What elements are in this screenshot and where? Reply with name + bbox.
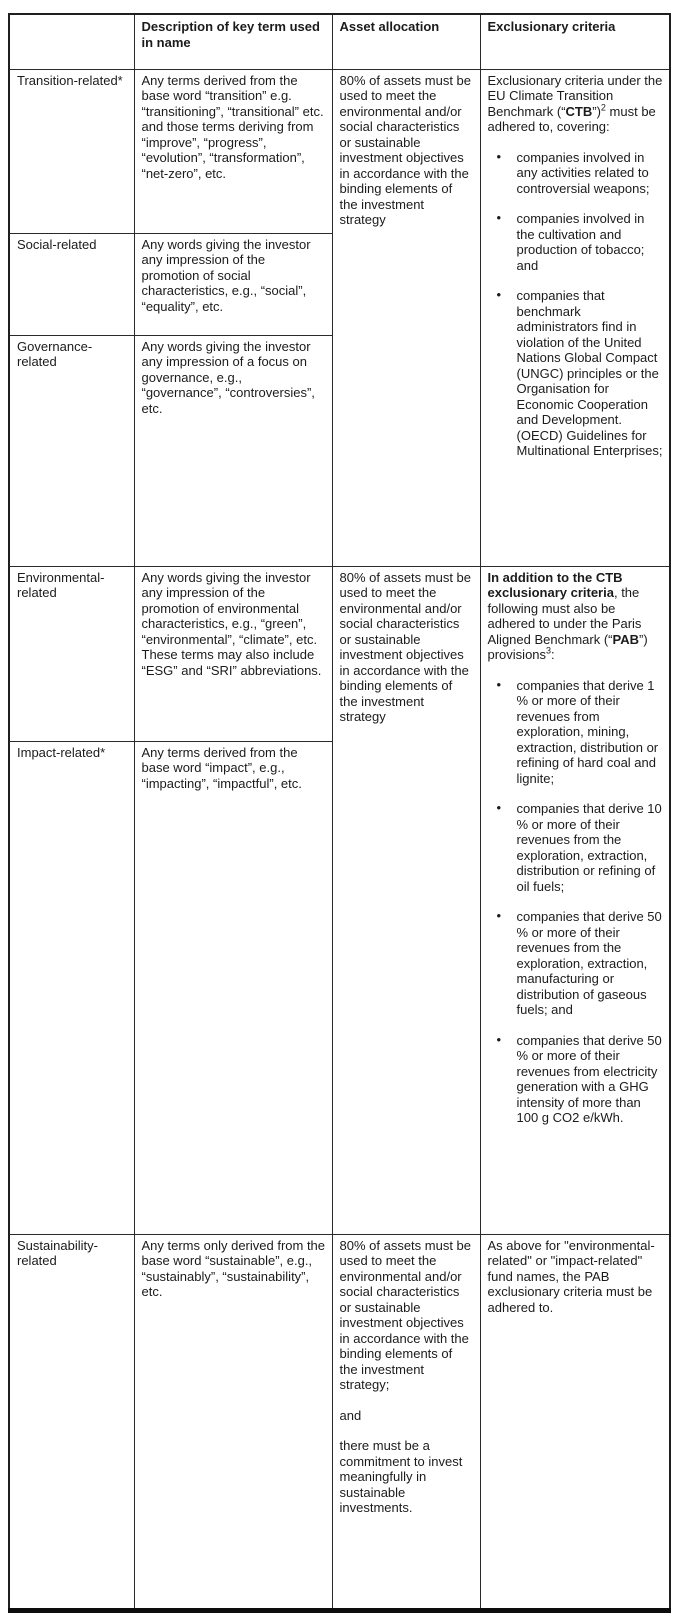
ctb-bullet-list <box>488 150 664 459</box>
bullet-text: companies involved in any activities related to controversial weapons; <box>516 149 650 196</box>
bullet-icon: • <box>496 1031 502 1047</box>
description-cell-environmental: Any words giving the investor any impression of the promotion of environmental characteristics, e.g., “green”, “environmental”, “climate”, etc. These terms may also include “ESG” and “SRI” abbreviations. <box>134 566 332 741</box>
row-label-governance: Governance-related <box>9 335 134 566</box>
asset-allocation-paragraph: there must be a commitment to invest meaningfully in sustainable investments. <box>339 1438 463 1515</box>
bullet-icon: • <box>496 676 502 692</box>
asset-allocation-paragraph: and <box>339 1407 362 1423</box>
row-transition-related <box>9 69 670 233</box>
exclusionary-cell-block1 <box>480 69 670 566</box>
row-environmental-related <box>9 566 670 741</box>
bullet-text: companies that derive 50 % or more of their revenues from the exploration, extraction, manufacturing or distribution of gaseous fuels; and <box>516 909 662 1017</box>
exclusionary-cell-block3: As above for "environmental-related" or "impact-related" fund names, the PAB exclusionary criteria must be adhered to. <box>480 1234 670 1610</box>
description-cell-governance: Any words giving the investor any impression of a focus on governance, e.g., “governance”, “controversies”, etc. <box>134 335 332 566</box>
bullet-text: companies that derive 1 % or more of their revenues from exploration, mining, extraction, distribution or refining of hard coal and lignite; <box>516 677 659 786</box>
pab-bullet-list <box>488 678 664 1126</box>
row-label-social: Social-related <box>9 233 134 335</box>
exclusionary-cell-block2 <box>480 566 670 1234</box>
bullet-text: companies that derive 50 % or more of their revenues from electricity generation with a GHG intensity of more than 100 g CO2 e/kWh. <box>516 1032 662 1125</box>
list-item <box>488 801 664 894</box>
exclusionary-intro-ctb: Exclusionary criteria under the EU Climate Transition Benchmark (“CTB”)$^2$ must be adhered to, covering: <box>487 72 663 134</box>
description-cell-transition: Any terms derived from the base word “transition” e.g. “transitioning”, “transitional” etc. and those terms deriving from “improve”, “progress”, “evolution”, “transformation”, “net-zero”, etc. <box>134 69 332 233</box>
bullet-icon: • <box>496 908 502 923</box>
header-row <box>9 14 670 69</box>
header-exclusionary: Exclusionary criteria <box>480 14 670 69</box>
list-item <box>488 1033 664 1126</box>
asset-allocation-cell-block2: 80% of assets must be used to meet the environmental and/or social characteristics or sustainable investment objectives in accordance with the binding elements of the investment strategy <box>332 566 480 1234</box>
bullet-icon: • <box>496 287 502 302</box>
list-item <box>488 909 664 1018</box>
asset-allocation-cell-block3 <box>332 1234 480 1610</box>
row-label-impact: Impact-related* <box>9 741 134 1234</box>
asset-allocation-paragraph: 80% of assets must be used to meet the environmental and/or social characteristics or sustainable investment objectives in accordance with the binding elements of the investment strategy; <box>339 1237 472 1392</box>
row-label-transition: Transition-related* <box>9 69 134 233</box>
bullet-text: companies involved in the cultivation and production of tobacco; and <box>516 211 645 273</box>
list-item <box>488 211 664 273</box>
bullet-text: companies that derive 10 % or more of their revenues from the exploration, extraction, distribution or refining of oil fuels; <box>516 801 662 894</box>
list-item <box>488 678 664 787</box>
bullet-text: companies that benchmark administrators find in violation of the United Nations Global Compact (UNGC) principles or the Organisation for Economic Cooperation and Development. (OECD) Guidelines for Multinational Enterprises; <box>516 288 663 458</box>
fund-naming-criteria-table <box>8 13 671 1613</box>
asset-allocation-cell-block1: 80% of assets must be used to meet the environmental and/or social characteristics or sustainable investment objectives in accordance with the binding elements of the investment strategy <box>332 69 480 566</box>
header-description: Description of key term used in name <box>134 14 332 69</box>
exclusionary-intro-pab: In addition to the CTB exclusionary criteria, the following must also be adhered to under the Paris Aligned Benchmark (“PAB”) provisions$^3$: <box>487 569 648 662</box>
bullet-icon: • <box>496 800 502 815</box>
bullet-icon: • <box>496 148 502 164</box>
description-cell-social: Any words giving the investor any impression of the promotion of social characteristics, e.g., “social”, “equality”, etc. <box>134 233 332 335</box>
header-asset-allocation: Asset allocation <box>332 14 480 69</box>
description-cell-impact: Any terms derived from the base word “impact”, e.g., “impacting”, “impactful”, etc. <box>134 741 332 1234</box>
row-label-sustainability: Sustainability-related <box>9 1234 134 1610</box>
list-item <box>488 150 664 197</box>
list-item <box>488 288 664 459</box>
bullet-icon: • <box>496 210 502 225</box>
description-cell-sustainability: Any terms only derived from the base word “sustainable”, e.g., “sustainably”, “sustainability”, etc. <box>134 1234 332 1610</box>
row-label-environmental: Environmental-related <box>9 566 134 741</box>
header-term <box>9 14 134 69</box>
row-sustainability-related <box>9 1234 670 1610</box>
